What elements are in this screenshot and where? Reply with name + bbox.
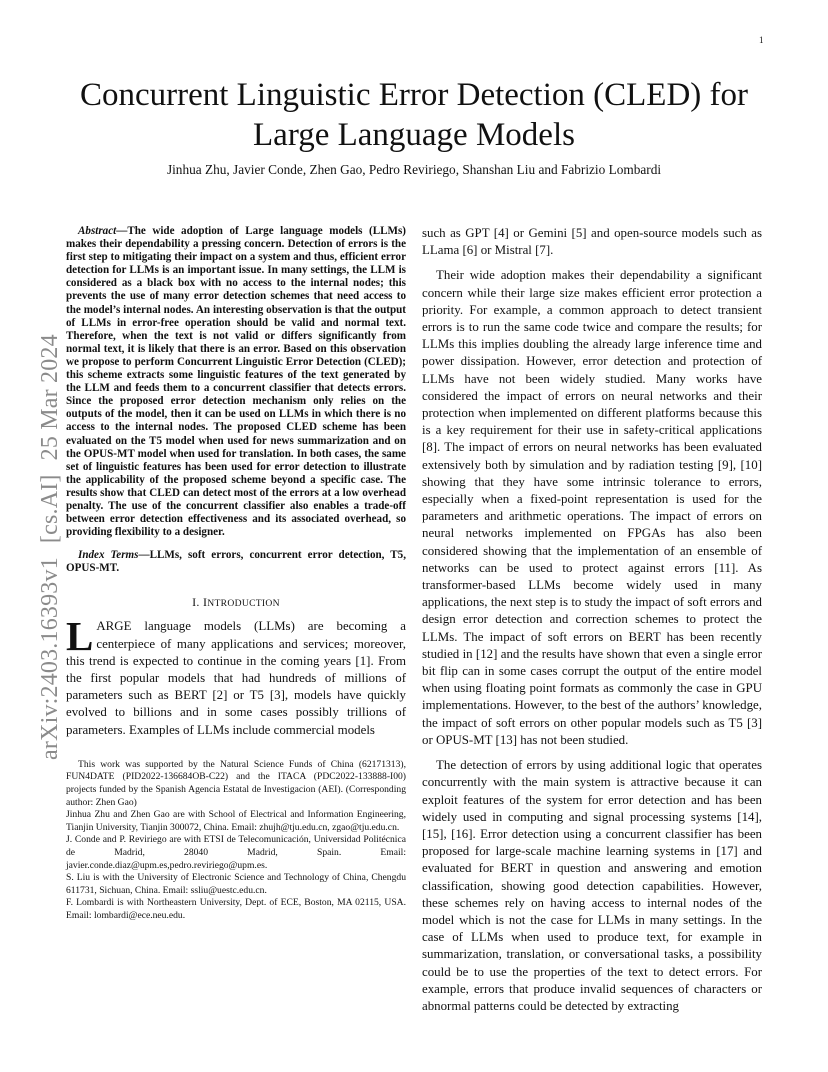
arxiv-date: 25 Mar 2024	[37, 334, 63, 461]
abstract-lead: Abstract	[78, 225, 117, 237]
arxiv-id: arXiv:2403.16393v1	[37, 557, 63, 760]
index-terms-lead: Index Terms	[78, 549, 139, 562]
footnote-affiliation: S. Liu is with the University of Electronic Science and Technology of China, Chengdu 611731, Sichuan, China. Email: ssliu@uestc.edu.cn.	[66, 872, 406, 896]
section-numeral: I. I	[192, 595, 208, 610]
abstract	[66, 225, 406, 539]
index-terms-text: —LLMs, soft errors, concurrent error detection, T5, OPUS-MT.	[66, 549, 406, 575]
body-paragraph: The detection of errors by using additional logic that operates concurrently with the main system is attractive because it can exploit features of the system for error detection and has been widely used in computing and signal processing systems [14], [15], [16]. Error detection using a concurrent classifier has been proposed for large-scale machine learning systems in [17] and evaluated for BERT in question and answering and emotion classification, showing good detection capabilities. However, these schemes rely on having access to internal nodes of the model which is not the case for LLMs in many settings. In the case of LLMs when used to produce text, for example in summarization, translation, or conversational tasks, a possibility could be to use the properties of the text to detect errors. For example, errors that produce invalid sequences of characters or abnormal patterns could be detected by extracting	[422, 758, 762, 1013]
arxiv-watermark[interactable]	[37, 320, 64, 760]
footnotes	[66, 759, 406, 923]
right-column	[422, 225, 762, 1023]
body-paragraph: such as GPT [4] or Gemini [5] and open-source models such as LLama [6] or Mistral [7].	[422, 226, 762, 258]
paper-title: Concurrent Linguistic Error Detection (CLED) for Large Language Models	[79, 77, 749, 153]
left-column	[66, 225, 406, 923]
author-list: Jinhua Zhu, Javier Conde, Zhen Gao, Pedro Reviriego, Shanshan Liu and Fabrizio Lombardi	[166, 162, 662, 177]
footnote-affiliation: J. Conde and P. Reviriego are with ETSI de Telecomunicación, Universidad Politécnica de Madrid, 28040 Madrid, Spain. Email: javier.conde.diaz@upm.es,pedro.reviriego@upm.es.	[66, 834, 406, 871]
page-number: 1	[759, 35, 764, 45]
footnote-funding: This work was supported by the Natural Science Funds of China (62171313), FUN4DATE (PID2022-136684OB-C22) and the ITACA (PDC2022-133888-I00) projects funded by the Spanish Agencia Estatal de Investigacion (AEI). (Corresponding author: Zhen Gao)	[66, 758, 406, 808]
footnote-affiliation: F. Lombardi is with Northeastern University, Dept. of ECE, Boston, MA 02115, USA. Email: lombardi@ece.neu.edu.	[66, 897, 406, 921]
arxiv-category: [cs.AI]	[37, 474, 63, 544]
index-terms	[66, 549, 406, 575]
drop-cap: L	[66, 613, 94, 660]
body-paragraph: Their wide adoption makes their dependability a significant concern while their large size makes efficient error protection a priority. For example, a common approach to detect transient errors is to run the same code twice and compare the results; for LLMs this implies doubling the already large inference time and power dissipation. However, error detection and protection of LLMs have not been widely studied. Many works have considered the impact of errors on neural networks and their protection when implemented on different platforms because this is a key requirement for their use in safety-critical applications [8]. The impact of errors on neural networks has been evaluated extensively both by simulation and by radiation testing [9], [10] showing that they have some intrinsic tolerance to errors, especially when a fixed-point representation is used for the parameters and arithmetic operations. The impact of errors on neural networks implemented on FPGAs has also been considered showing that the implementation of an ensemble of networks can be used to protect against errors [11]. As transformer-based LLMs become widely used in many applications, the next step is to study the impact of soft errors and design error detection and correction schemes to protect the LLMs. The impact of soft errors on BERT has been recently studied in [12] and the results have shown that even a single error bit flip can in some cases corrupt the output of the entire model when using floating point formats as commonly the case in GPU implementations. However, to the best of the authors’ knowledge, the impact of soft errors on other popular models such as T5 [3] or OPUS-MT [13] has not been studied.	[422, 268, 762, 747]
intro-text: ARGE language models (LLMs) are becoming a centerpiece of many applications and services; moreover, this trend is expected to continue in the coming years [1]. From the first popular models that had hundreds of millions of parameters such as BERT [2] or T5 [3], models have quickly evolved to billions and in some cases possibly trillions of parameters. Examples of LLMs include commercial models	[66, 619, 406, 737]
abstract-text: —The wide adoption of Large language models (LLMs) makes their dependability a pressing concern. Detection of errors is the first step to mitigating their impact on a system and thus, efficient error detection for LLMs is an important issue. In many settings, the LLM is considered as a black box with no access to the internal nodes; this prevents the use of many error detection schemes that need access to the model’s internal nodes. An interesting observation is that the output of LLMs in error-free operation should be valid and normal text. Therefore, when the text is not valid or differs significantly from normal text, it is likely that there is an error. Based on this observation we propose to perform Concurrent Linguistic Error Detection (CLED); this scheme extracts some linguistic features of the text generated by the LLM and feeds them to a concurrent classifier that detects errors. Since the proposed error detection mechanism only relies on the outputs of the model, then it can be used on LLMs in which there is no access to the internal nodes. The proposed CLED scheme has been evaluated on the T5 model when used for news summarization and on the OPUS-MT model when used for translation. In both cases, the same set of linguistic features has been used for error detection to illustrate the applicability of the proposed scheme beyond a specific case. The results show that CLED can detect most of the errors at a low overhead penalty. The use of the concurrent classifier also enables a trade-off between error detection effectiveness and its associated overhead, so providing flexibility to a designer.	[66, 225, 406, 539]
section-heading-introduction	[66, 595, 406, 610]
footnote-affiliation: Jinhua Zhu and Zhen Gao are with School of Electrical and Information Engineering, Tianjin University, Tianjin 300072, China. Email: zhujh@tju.edu.cn, zgao@tju.edu.cn.	[66, 809, 406, 833]
intro-paragraph	[66, 613, 406, 738]
section-name: NTRODUCTION	[207, 598, 280, 610]
